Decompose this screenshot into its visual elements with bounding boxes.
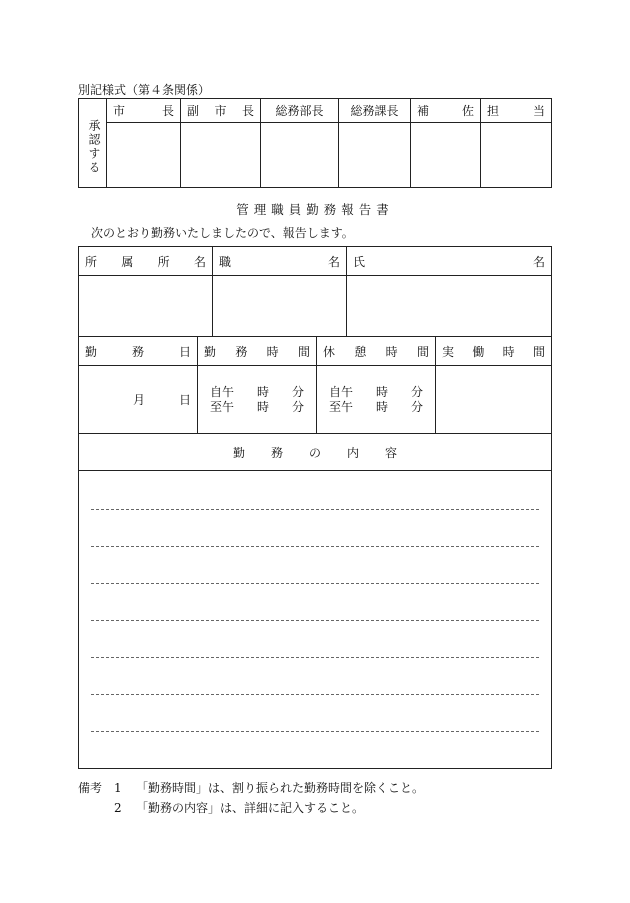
break-hours-to-min: 分	[411, 400, 424, 414]
content-header	[79, 434, 551, 470]
header-actual-hours-c4: 間	[532, 344, 545, 359]
writing-line	[91, 546, 539, 547]
approval-table	[78, 98, 552, 188]
break-hours-from-min: 分	[411, 385, 424, 399]
writing-line	[91, 620, 539, 621]
writing-line	[91, 583, 539, 584]
break-hours-to-hour: 時	[376, 400, 389, 414]
writing-line	[91, 694, 539, 695]
work-date-field[interactable]	[79, 366, 197, 433]
content-header-c5: 容	[385, 445, 398, 460]
header-break-hours-c4: 間	[416, 344, 429, 359]
date-month: 月	[133, 393, 146, 407]
content-header-c2: 務	[270, 445, 283, 460]
actual-hours-field[interactable]	[436, 366, 551, 433]
header-department-c3: 所	[157, 254, 170, 269]
header-position	[213, 247, 346, 275]
name-field[interactable]	[347, 276, 551, 336]
header-position-c2: 名	[327, 254, 340, 269]
header-department-c2: 属	[121, 254, 134, 269]
approval-col-assistant-left: 補	[417, 104, 430, 118]
approval-col-assistant-right: 佐	[461, 104, 474, 118]
approval-col-assistant[interactable]	[411, 99, 481, 187]
header-actual-hours	[436, 337, 551, 365]
header-work-date-c3: 日	[178, 344, 191, 359]
approval-col-mayor-left: 市	[113, 104, 126, 118]
approval-col-staff[interactable]	[481, 99, 551, 187]
break-hours-to: 至午	[329, 400, 354, 414]
approval-col-manager-label: 総務課長	[350, 104, 399, 118]
approval-col-director-label: 総務部長	[275, 104, 324, 118]
approval-col-mayor[interactable]	[107, 99, 181, 187]
work-hours-to: 至午	[210, 400, 235, 414]
header-break-hours-c1: 休	[323, 344, 336, 359]
note-1-text: 「勤務時間」は、割り振られた勤務時間を除くこと。	[136, 781, 425, 795]
approval-label-cell	[79, 99, 107, 187]
work-hours-to-hour: 時	[257, 400, 270, 414]
header-name	[347, 247, 551, 275]
content-header-c3: の	[308, 445, 321, 460]
header-name-c1: 氏	[353, 254, 366, 269]
header-department	[79, 247, 212, 275]
content-header-c4: 内	[347, 445, 360, 460]
break-hours-from-hour: 時	[376, 385, 389, 399]
writing-line	[91, 731, 539, 732]
writing-line	[91, 509, 539, 510]
notes-prefix: 備考	[78, 781, 103, 795]
header-work-hours-c1: 勤	[204, 344, 217, 359]
work-hours-from: 自午	[210, 385, 235, 399]
header-work-hours-c3: 時	[266, 344, 279, 359]
work-hours-from-min: 分	[292, 385, 305, 399]
header-work-hours-c2: 務	[235, 344, 248, 359]
break-hours-from: 自午	[329, 385, 354, 399]
header-actual-hours-c3: 時	[502, 344, 515, 359]
department-field[interactable]	[79, 276, 212, 336]
header-actual-hours-c2: 働	[472, 344, 485, 359]
note-1	[78, 779, 424, 796]
approval-col-mayor-right: 長	[161, 104, 174, 118]
content-header-c1: 勤	[232, 445, 245, 460]
header-work-hours-c4: 間	[297, 344, 310, 359]
approval-col-staff-left: 担	[487, 104, 500, 118]
approval-label: 承認する	[87, 119, 101, 175]
approval-col-vice-right: 長	[241, 104, 254, 118]
header-break-hours	[317, 337, 435, 365]
note-1-number: 1	[114, 781, 122, 795]
approval-col-staff-right: 当	[532, 104, 545, 118]
intro-text: 次のとおり勤務いたしましたので、報告します。	[91, 226, 354, 240]
approval-col-vice-mid: 市	[214, 104, 227, 118]
writing-line	[91, 657, 539, 658]
form-label: 別記様式（第４条関係）	[78, 83, 211, 97]
note-2-text: 「勤務の内容」は、詳細に記入すること。	[136, 801, 365, 815]
position-field[interactable]	[213, 276, 346, 336]
approval-col-general-affairs-manager[interactable]	[339, 99, 411, 187]
work-hours-field[interactable]	[198, 366, 316, 433]
note-2	[78, 799, 364, 816]
approval-col-vice-mayor[interactable]	[181, 99, 261, 187]
header-work-hours	[198, 337, 316, 365]
header-work-date-c1: 勤	[85, 344, 98, 359]
header-position-c1: 職	[219, 254, 232, 269]
note-2-number: 2	[114, 801, 122, 815]
date-day: 日	[179, 393, 192, 407]
content-field[interactable]	[79, 471, 551, 768]
work-hours-from-hour: 時	[257, 385, 270, 399]
header-work-date	[79, 337, 197, 365]
approval-col-general-affairs-director[interactable]	[261, 99, 339, 187]
header-department-c4: 名	[193, 254, 206, 269]
report-table	[78, 246, 552, 769]
approval-col-vice-left: 副	[187, 104, 200, 118]
header-work-date-c2: 務	[131, 344, 144, 359]
page-title: 管理職員勤務報告書	[236, 202, 394, 217]
break-hours-field[interactable]	[317, 366, 435, 433]
header-break-hours-c2: 憩	[354, 344, 367, 359]
header-actual-hours-c1: 実	[442, 344, 455, 359]
work-hours-to-min: 分	[292, 400, 305, 414]
header-department-c1: 所	[85, 254, 98, 269]
header-name-c2: 名	[532, 254, 545, 269]
header-break-hours-c3: 時	[385, 344, 398, 359]
